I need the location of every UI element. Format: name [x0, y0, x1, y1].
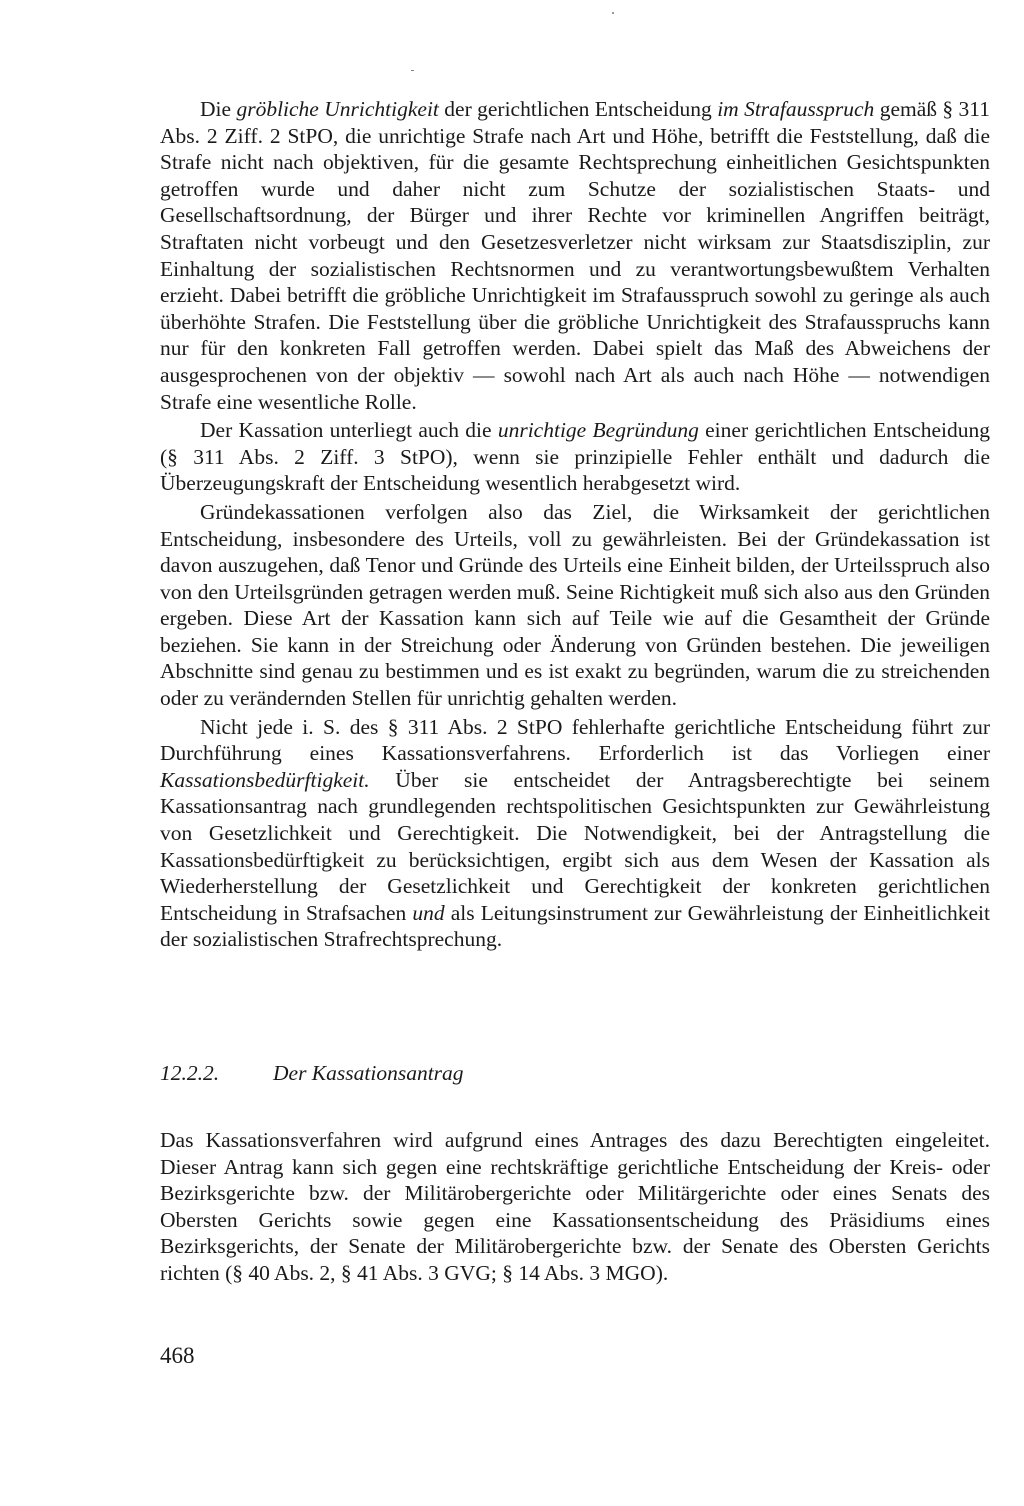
body-text-upper — [160, 96, 990, 953]
text-run: Nicht jede i. S. des § 311 Abs. 2 StPO fehlerhafte gerichtliche Entscheidung führt zur Durchführung eines Kassationsverfahrens. Erforderlich ist das Vorliegen einer — [160, 714, 990, 766]
paragraph-kassationsverfahren — [160, 1127, 990, 1287]
emphasized-text: Kassationsbedürftigkeit. — [160, 767, 370, 792]
body-text-lower — [160, 1127, 990, 1287]
scan-speck — [411, 70, 414, 71]
section-number: 12.2.2. — [160, 1061, 220, 1085]
text-run: Das Kassationsverfahren wird aufgrund eines Antrages des dazu Berechtigten eingeleitet. Dieser Antrag kann sich gegen eine rechtskräftige gerichtliche Entscheidung der Kreis- oder Bezirksgerichte bzw. der Militärobergerichte oder Militärgerichte oder eines Senats des Obersten Gerichts sowie gegen eine Kassationsentscheidung des Präsidiums eines Bezirksgerichts, der Senate der Militärobergerichte bzw. der Senate des Obersten Gerichts richten (§ 40 Abs. 2, § 41 Abs. 3 GVG; § 14 Abs. 3 MGO). — [160, 1128, 990, 1285]
text-run: Über sie entscheidet der Antragsberechtigte bei seinem Kassationsantrag nach grundlegenden rechtspolitischen Gesichtspunkten zur Gewährleistung von Gesetzlichkeit und Gerechtigkeit. Die Notwendigkeit, bei der Antragstellung die Kassationsbedürftigkeit zu berücksichtigen, ergibt sich aus dem Wesen der Kassation als Wiederherstellung der Gesetzlichkeit und Gerechtigkeit der konkreten gerichtlichen Entscheidung in Strafsachen — [160, 767, 990, 925]
text-run: einer gerichtlichen Entscheidung (§ 311 Abs. 2 Ziff. 3 StPO), wenn sie prinzipielle Fehler enthält und dadurch die Überzeugungskraft der Entscheidung wesentlich herabgesetzt wird. — [160, 418, 990, 496]
paragraph-kassationsbeduerftigkeit — [160, 714, 990, 953]
page-number: 468 — [160, 1343, 195, 1368]
text-run: gemäß § 311 Abs. 2 Ziff. 2 StPO, die unrichtige Strafe nach Art und Höhe, betrifft die Feststellung, daß die Strafe nicht nach objektiven, für die gesamte Rechtsprechung einheitlichen Gesichtspunkten getroffen wurde und daher nicht zum Schutze der sozialistischen Staats- und Gesellschaftsordnung, der Bürger und ihrer Rechte vor kriminellen Angriffen beiträgt, Straftaten nicht vorbeugt und den Gesetzesverletzer nicht wirksam zur Staatsdisziplin, zur Einhaltung der sozialistischen Rechtsnormen und zu verantwortungsbewußtem Verhalten erzieht. Dabei betrifft die gröbliche Unrichtigkeit im Strafausspruch sowohl zu geringe als auch überhöhte Strafen. Die Feststellung über die gröbliche Unrichtigkeit des Strafausspruchs kann nur für den konkreten Fall getroffen werden. Dabei spielt das Maß des Abweichens der ausgesprochenen von der objektiv — sowohl nach Art als auch nach Höhe — notwendigen Strafe eine wesentliche Rolle. — [160, 97, 990, 414]
text-run: als Leitungsinstrument zur Gewährleistung der Einheitlichkeit der sozialistischen Strafrechtsprechung. — [160, 900, 991, 952]
emphasized-text: gröbliche Unrichtigkeit — [236, 97, 439, 121]
paragraph-strafausspruch — [160, 96, 990, 415]
text-run: der gerichtlichen Entscheidung — [438, 97, 718, 121]
section-title: Der Kassationsantrag — [273, 1061, 464, 1085]
section-heading — [160, 1060, 990, 1086]
paragraph-gruendekassationen — [160, 499, 990, 712]
paragraph-begruendung — [160, 417, 990, 497]
text-run: Der Kassation unterliegt auch die — [200, 418, 498, 443]
emphasized-text: im Strafausspruch — [717, 97, 875, 121]
text-run: Gründekassationen verfolgen also das Ziel, die Wirksamkeit der gerichtlichen Entscheidung, insbesondere des Urteils, voll zu gewährleisten. Bei der Gründekassation ist davon auszugehen, daß Tenor und Gründe des Urteils eine Einheit bilden, der Urteilsspruch also von den Urteilsgründen getragen werden muß. Seine Richtigkeit muß sich also aus den Gründen ergeben. Diese Art der Kassation kann sich auf Teile wie auf die Gesamtheit der Gründe beziehen. Sie kann in der Streichung oder Änderung von Gründen bestehen. Die jeweiligen Abschnitte sind genau zu bestimmen und es ist exakt zu begründen, warum die zu streichenden oder zu verändernden Stellen für unrichtig gehalten werden. — [160, 499, 990, 711]
text-run: Die — [200, 97, 237, 121]
scan-speck — [612, 12, 614, 14]
emphasized-text: unrichtige Begründung — [497, 418, 699, 443]
emphasized-text: und — [412, 900, 445, 925]
